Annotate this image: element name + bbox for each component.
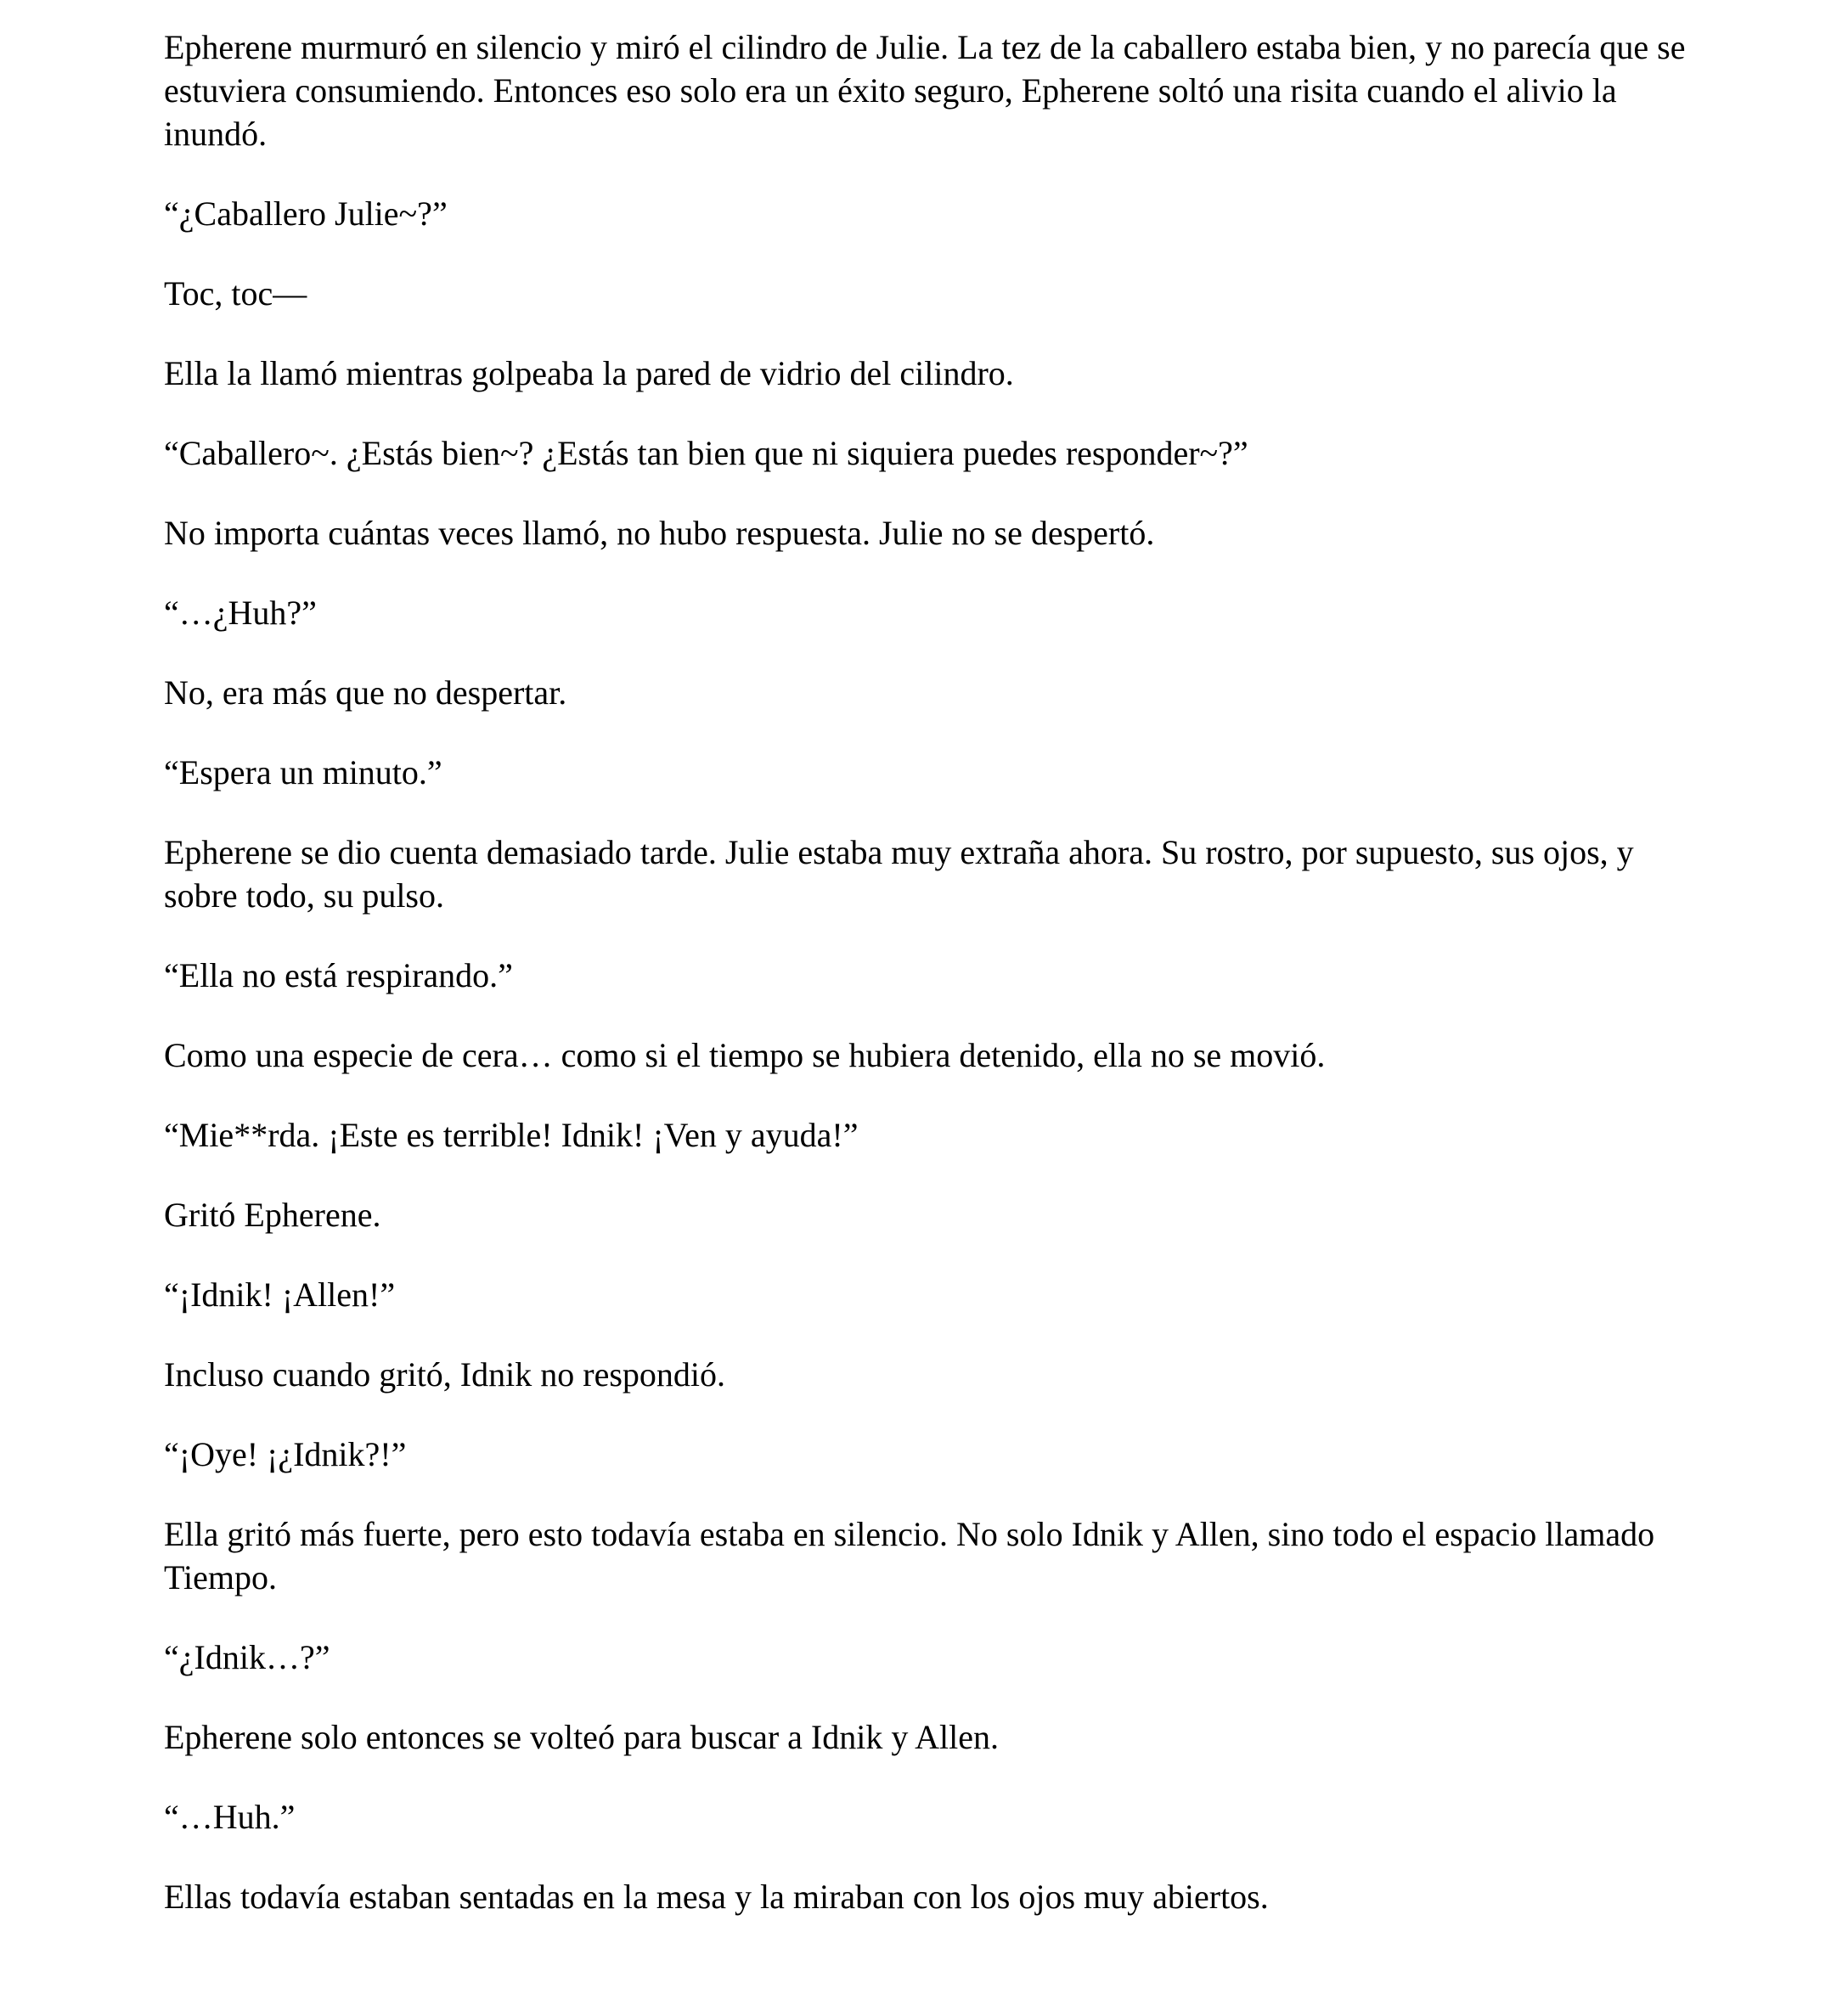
paragraph: Ellas todavía estaban sentadas en la mesa y la miraban con los ojos muy abiertos. [164, 1878, 1269, 1916]
paragraph: No, era más que no despertar. [164, 673, 567, 712]
paragraph: “Espera un minuto.” [164, 753, 442, 791]
paragraph: “…Huh.” [164, 1798, 296, 1836]
paragraph: Como una especie de cera… como si el tiempo se hubiera detenido, ella no se movió. [164, 1036, 1326, 1074]
paragraph: Epherene se dio cuenta demasiado tarde. Julie estaba muy extraña ahora. Su rostro, por supuesto, sus ojos, y sobre todo, su pulso. [164, 833, 1634, 915]
paragraph: Epherene solo entonces se volteó para buscar a Idnik y Allen. [164, 1718, 1000, 1756]
paragraph: Ella la llamó mientras golpeaba la pared de vidrio del cilindro. [164, 354, 1014, 392]
paragraph: “¡Idnik! ¡Allen!” [164, 1275, 396, 1314]
paragraph: No importa cuántas veces llamó, no hubo respuesta. Julie no se despertó. [164, 514, 1155, 552]
paragraph: “¡Oye! ¡¿Idnik?!” [164, 1435, 407, 1473]
paragraph: Ella gritó más fuerte, pero esto todavía estaba en silencio. No solo Idnik y Allen, sino todo el espacio llamado Tiempo. [164, 1515, 1655, 1596]
paragraph: “¿Idnik…?” [164, 1638, 330, 1676]
document-page [164, 25, 1693, 1955]
paragraph: Toc, toc— [164, 274, 307, 313]
paragraph: “Mie**rda. ¡Este es terrible! Idnik! ¡Ven y ayuda!” [164, 1116, 859, 1154]
paragraph: “¿Caballero Julie~?” [164, 194, 448, 233]
paragraph: Epherene murmuró en silencio y miró el cilindro de Julie. La tez de la caballero estaba bien, y no parecía que se estuviera consumiendo. Entonces eso solo era un éxito seguro, Epherene soltó una risita cuando el alivio la inundó. [164, 28, 1686, 153]
paragraph: “Caballero~. ¿Estás bien~? ¿Estás tan bien que ni siquiera puedes responder~?” [164, 434, 1248, 472]
paragraph: “…¿Huh?” [164, 594, 317, 632]
paragraph: “Ella no está respirando.” [164, 956, 513, 994]
paragraph: Gritó Epherene. [164, 1196, 381, 1234]
paragraph: Incluso cuando gritó, Idnik no respondió. [164, 1355, 725, 1394]
